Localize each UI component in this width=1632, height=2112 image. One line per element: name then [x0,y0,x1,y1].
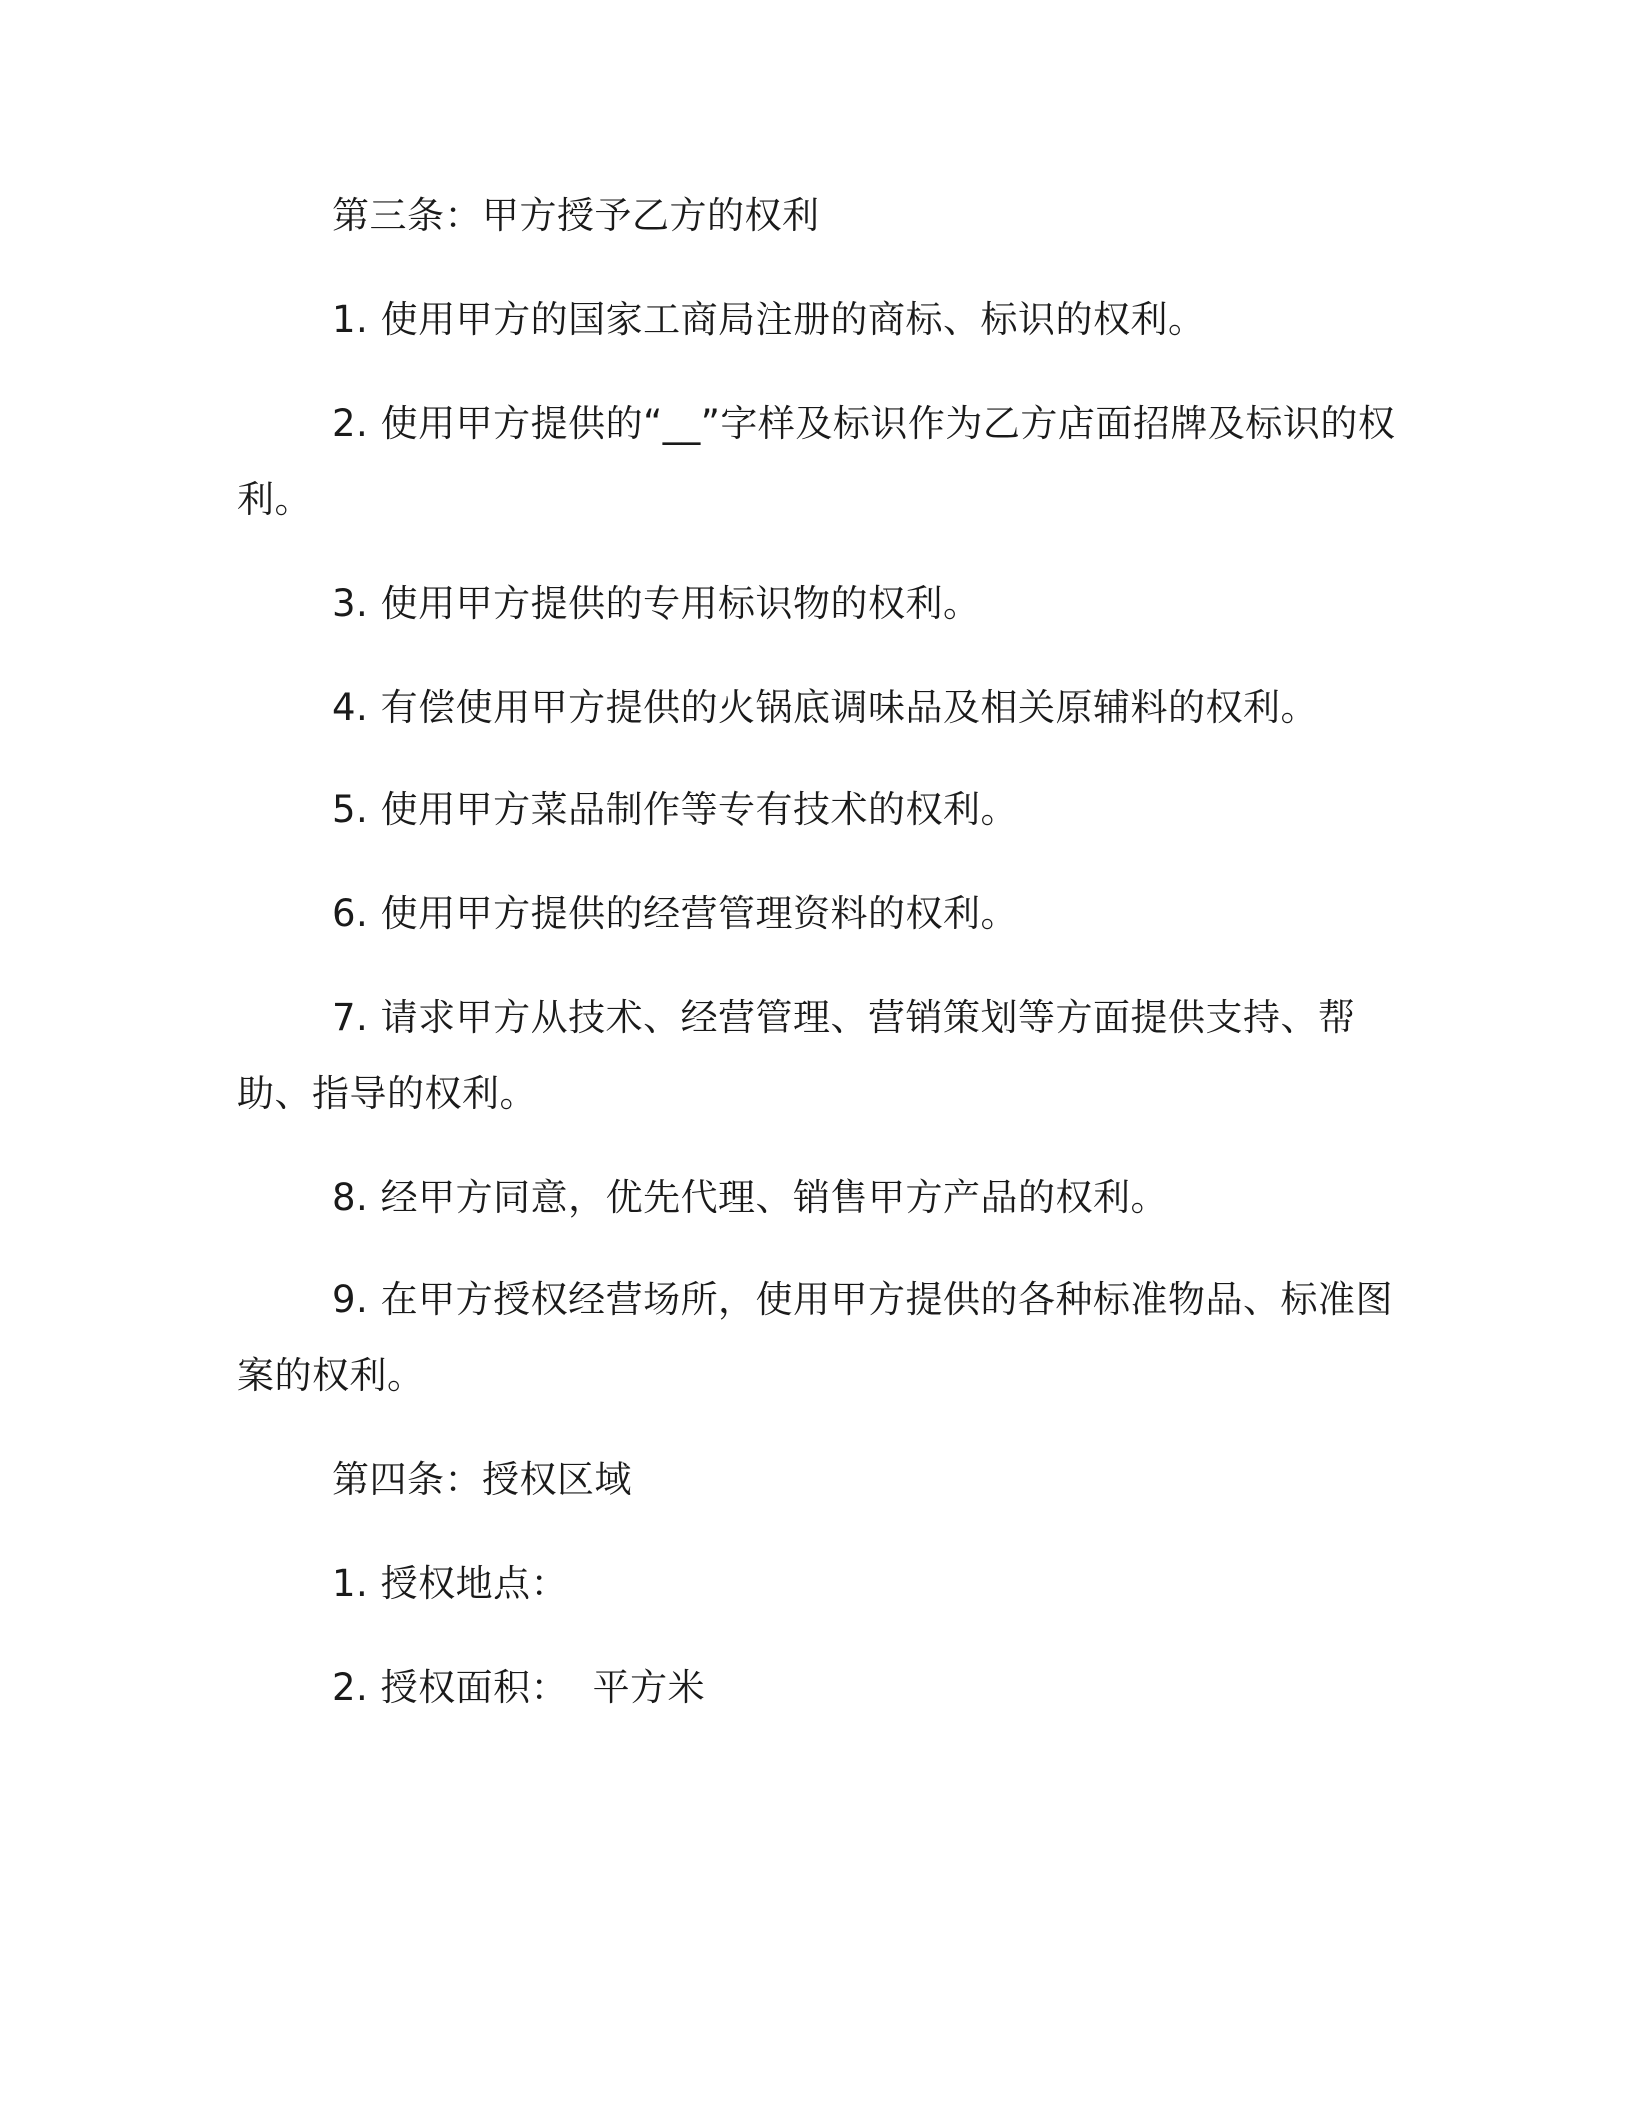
section-3-item-4: 4. 有偿使用甲方提供的火锅底调味品及相关原辅料的权利。 [332,686,1319,729]
section-3-item-6: 6. 使用甲方提供的经营管理资料的权利。 [332,892,1019,935]
section-4-item-1: 1. 授权地点： [332,1562,569,1605]
section-3-item-5: 5. 使用甲方菜品制作等专有技术的权利。 [332,788,1019,831]
section-3-item-9: 9. 在甲方授权经营场所，使用甲方提供的各种标准物品、标准图案的权利。 [237,1278,1394,1397]
section-4-item-2: 2. 授权面积： 平方米 [332,1666,706,1709]
section-3-item-8: 8. 经甲方同意，优先代理、销售甲方产品的权利。 [332,1176,1169,1219]
section-3-heading: 第三条：甲方授予乙方的权利 [332,194,820,237]
section-4-heading: 第四条：授权区域 [332,1458,632,1501]
section-3-item-2: 2. 使用甲方提供的“__”字样及标识作为乙方店面招牌及标识的权利。 [237,402,1396,521]
section-3-item-7: 7. 请求甲方从技术、经营管理、营销策划等方面提供支持、帮助、指导的权利。 [237,996,1356,1115]
section-3-item-1: 1. 使用甲方的国家工商局注册的商标、标识的权利。 [332,298,1206,341]
section-3-item-3: 3. 使用甲方提供的专用标识物的权利。 [332,582,981,625]
